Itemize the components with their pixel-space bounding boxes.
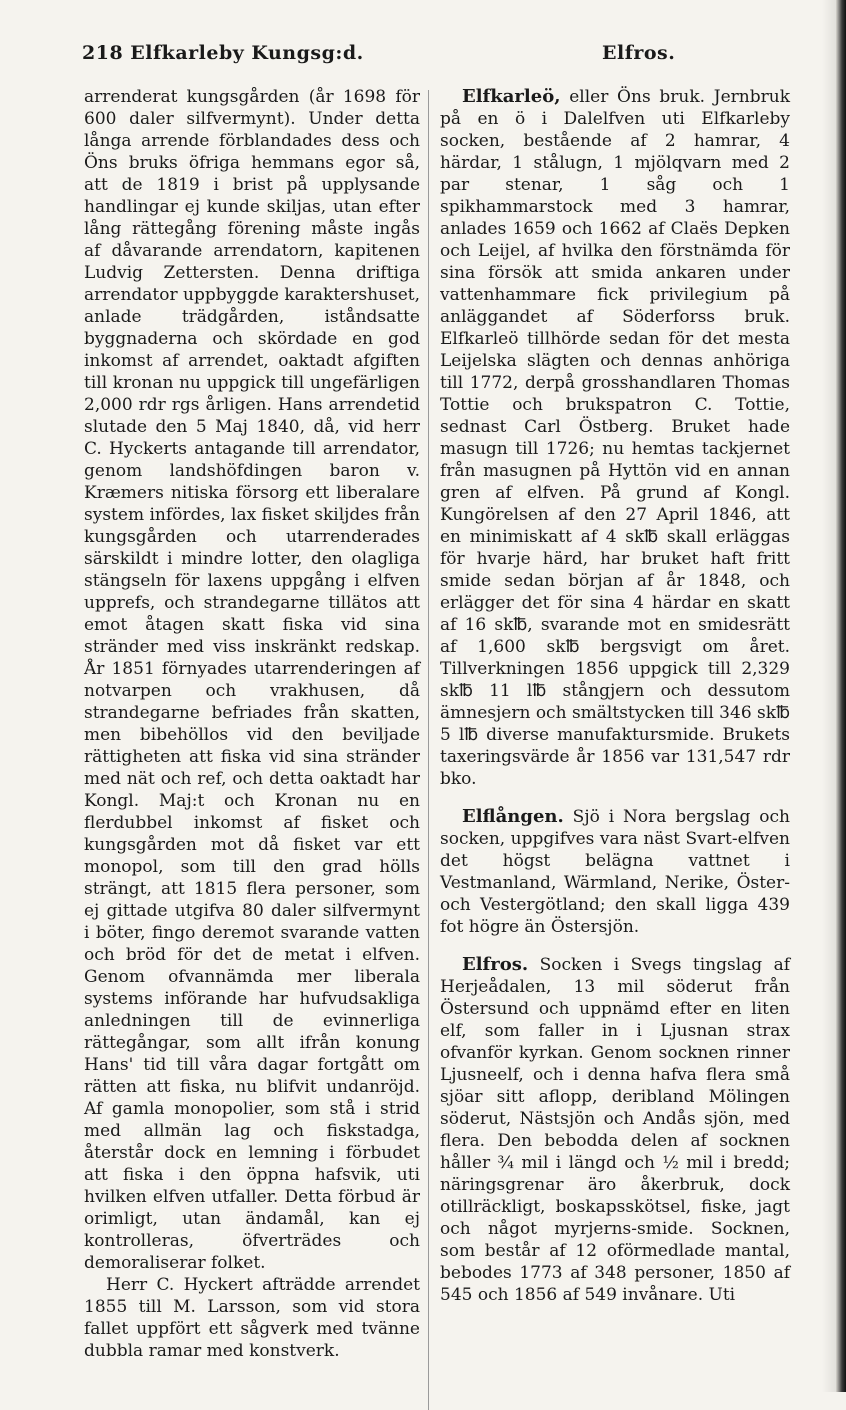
entry-headword: Elfros. — [462, 954, 529, 975]
page-edge-shadow — [822, 0, 836, 1392]
entry-elfkarleo — [440, 86, 790, 790]
column-divider — [428, 90, 429, 1410]
entry-headword: Elflången. — [462, 806, 564, 827]
right-column — [440, 86, 790, 1306]
left-column — [84, 86, 420, 1362]
entry-headword: Elfkarleö, — [462, 86, 561, 107]
left-paragraph-continuation: arrenderat kungsgården (år 1698 för 600 daler silfvermynt). Under detta långa arrende förblandades dess och Öns bruks öfriga hemmans egor så, att de 1819 i brist på upplysande handlingar ej kunde skiljas, utan efter lång rättegång förening måste ingås af dåvarande arrendatorn, kapitenen Ludvig Zettersten. Denna driftiga arrendator uppbyggde karaktershuset, anlade trädgården, iståndsatte byggnaderna och skördade en god inkomst af arrendet, oaktadt afgiften till kronan nu uppgick till ungefärligen 2,000 rdr rgs årligen. Hans arrendetid slutade den 5 Maj 1840, då, vid herr C. Hyckerts antagande till arrendator, genom landshöfdingen baron v. Kræmers nitiska försorg ett liberalare system infördes, lax fisket skiljdes från kungsgården och utarrenderades särskildt i mindre lotter, den olagliga stängseln för laxens uppgång i elfven upprefs, och strandegarne tillätos att emot åtagen skatt fiska vid sina stränder med viss inskränkt redskap. År 1851 förnyades utarrenderingen af notvarpen och vrakhusen, då strandegarne befriades från skatten, men bibehöllos vid den beviljade rättigheten att fiska vid sina stränder med nät och ref, och detta oaktadt har Kongl. Maj:t och Kronan nu en flerdubbel inkomst af fisket och kungsgården mot då fisket var ett monopol, som till den grad hölls strängt, att 1815 flera personer, som ej gittade utgifva 80 daler silfvermynt i böter, fingo deremot svarande vatten och bröd för det de metat i elfven. Genom ofvannämda mer liberala systems införande har hufvudsakliga anledningen till de evinnerliga rättegångar, som allt ifrån konung Hans' tid till våra dagar fortgått om rätten att fiska, nu blifvit undanröjd. Af gamla monopolier, som stå i strid med allmän lag och fiskstadga, återstår dock en lemning i förbudet att fiska i den öppna hafsvik, uti hvilken elfven utfaller. Detta förbud är orimligt, utan ändamål, kan ej kontrolleras, öfverträdes och demoraliserar folket. — [84, 87, 420, 1273]
entry-text: Sjö i Nora bergslag och socken, uppgifves vara näst Svart-elfven det högst belägna vattnet i Vestmanland, Wärmland, Nerike, Öster- och Vestergötland; den skall ligga 439 fot högre än Östersjön. — [440, 807, 790, 937]
running-head-right: Elfros. — [602, 42, 676, 64]
entry-text: Socken i Svegs tingslag af Herjeådalen, 13 mil söderut från Östersund och uppnämd efter en liten elf, som faller in i Ljusnan strax ofvanför kyrkan. Genom socknen rinner Ljusneelf, och i denna hafva flera små sjöar sitt aflopp, deribland Mölingen söderut, Nästsjön och Andås sjön, med flera. Den bebodda delen af socknen håller ¾ mil i längd och ½ mil i bredd; näringsgrenar äro åkerbruk, dock otillräckligt, boskapsskötsel, fiske, jagt och något myrjerns-smide. Socknen, som består af 12 oförmedlade mantal, bebodes 1773 af 348 personer, 1850 af 545 och 1856 af 549 invånare. Uti — [440, 955, 790, 1305]
running-head-left: 218 Elfkarleby Kungsg:d. — [82, 42, 364, 64]
entry-text: eller Öns bruk. Jernbruk på en ö i Dalelfven uti Elfkarleby socken, bestående af 2 hamrar, 4 härdar, 1 stålugn, 1 mjölqvarn med 2 par stenar, 1 såg och 1 spikhammarstock med 3 hamrar, anlades 1659 och 1662 af Claës Depken och Leijel, af hvilka den förstnämda för sina försök att smida ankaren under vattenhammare fick privilegium på anläggandet af Söderforss bruk. Elfkarleö tillhörde sedan för det mesta Leijelska slägten och dennas anhöriga till 1772, derpå grosshandlaren Thomas Tottie och brukspatron C. Tottie, sednast Carl Östberg. Bruket hade masugn till 1726; nu hemtas tackjernet från masugnen på Hyttön vid en annan gren af elfven. På grund af Kongl. Kungörelsen af den 27 April 1846, att en minimiskatt af 4 sk℔ skall erläggas för hvarje härd, har bruket haft fritt smide sedan början af år 1848, och erlägger det för sina 4 härdar en skatt af 16 sk℔, svarande mot en smidesrätt af 1,600 sk℔ bergsvigt om året. Tillverkningen 1856 uppgick till 2,329 sk℔ 11 l℔ stångjern och dessutom ämnesjern och smältstycken till 346 sk℔ 5 l℔ diverse manufaktursmide. Brukets taxeringsvärde år 1856 var 131,547 rdr bko. — [440, 87, 790, 789]
left-paragraph-hyckert: Herr C. Hyckert afträdde arrendet 1855 till M. Larsson, som vid stora fallet uppfört ett sågverk med tvänne dubbla ramar med konstverk. — [84, 1275, 420, 1361]
entry-elfros — [440, 954, 790, 1306]
book-binding-edge — [836, 0, 846, 1392]
entry-elflangen — [440, 806, 790, 938]
